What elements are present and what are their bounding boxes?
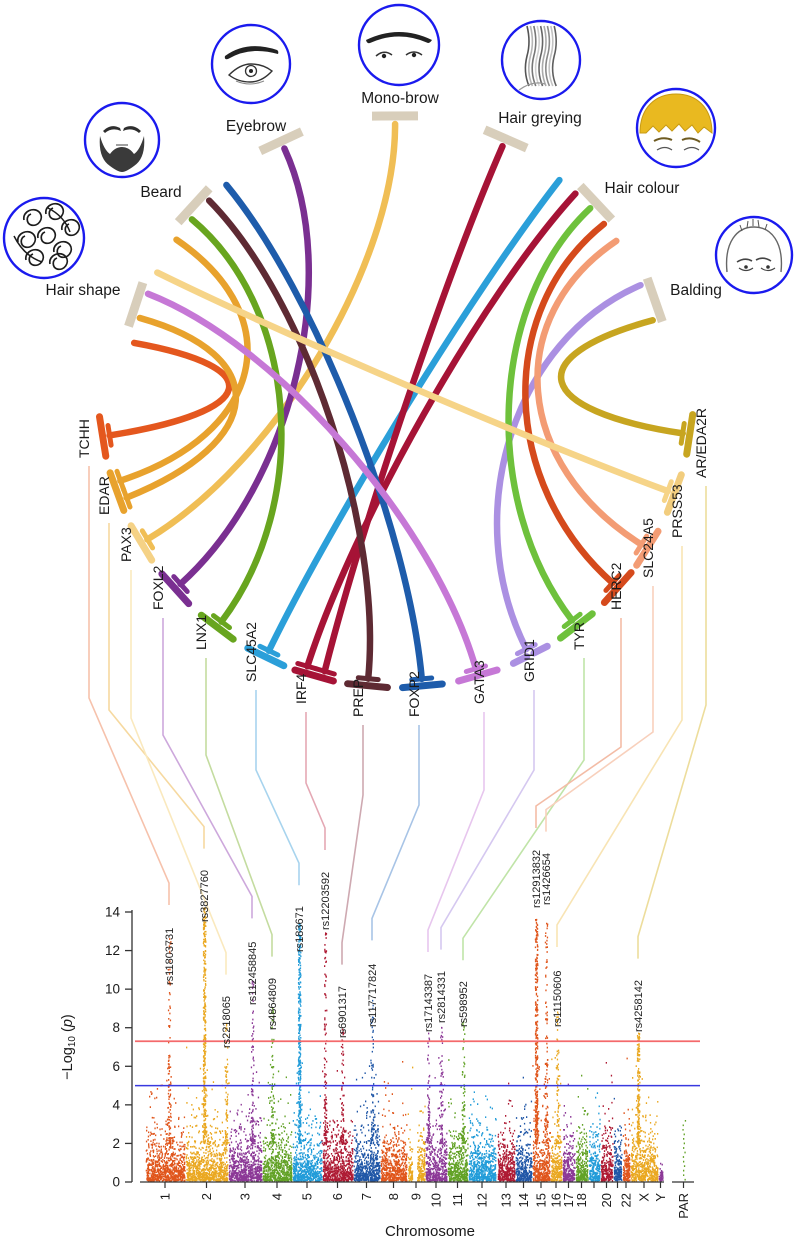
gene-label-PAX3: PAX3 [118, 527, 134, 562]
balding-right-pupil [766, 265, 770, 269]
phenotype-label-mono-brow: Mono-brow [361, 90, 439, 107]
y-tick-label-0: 0 [112, 1174, 120, 1190]
gene-label-PREP: PREP [350, 678, 366, 717]
x-tick-label-4: 4 [269, 1193, 285, 1201]
gene-label-TCHH: TCHH [76, 419, 92, 458]
manhattan-snp-labels [164, 850, 645, 1048]
snp-label-rs183671: rs183671 [294, 906, 306, 952]
snp-label-rs598952: rs598952 [458, 981, 470, 1027]
phenotype-label-eyebrow: Eyebrow [225, 118, 287, 135]
hair-greying-icon-ring [502, 21, 580, 99]
x-tick-label-17: 17 [561, 1193, 576, 1208]
x-tick-label-7: 7 [359, 1193, 374, 1201]
snp-label-rs6901317: rs6901317 [337, 986, 349, 1038]
gene-label-EDAR: EDAR [96, 476, 112, 515]
gene-label-FOXL2: FOXL2 [150, 565, 166, 610]
gene-arc-AR_EDA2R [687, 415, 693, 455]
manhattan-axes [60, 905, 694, 1241]
hub-tick-balding [647, 278, 662, 321]
x-tick-label-9: 9 [408, 1193, 424, 1201]
balding-left-pupil [744, 265, 748, 269]
phenotype-label-balding: Balding [670, 282, 722, 299]
x-tick-label-2: 2 [199, 1193, 214, 1201]
connector-SLC45A2 [256, 690, 299, 885]
y-tick-label-10: 10 [104, 981, 120, 997]
hub-tick-hair-greying [485, 130, 527, 148]
chord-balding-to-AR_EDA2R [561, 320, 683, 433]
x-tick-label-PAR: PAR [676, 1193, 691, 1219]
x-tick-label-3: 3 [237, 1193, 253, 1201]
gene-label-AR_EDA2R: AR/EDA2R [693, 407, 709, 478]
balding-icon [716, 217, 792, 293]
x-tick-label-22: 22 [618, 1193, 634, 1208]
mono-brow-icon [359, 5, 439, 85]
x-tick-label-8: 8 [386, 1193, 401, 1201]
snp-label-rs117717824: rs117717824 [367, 963, 379, 1027]
phenotype-label-hair-colour: Hair colour [604, 180, 680, 197]
connector-GRID1 [441, 690, 534, 950]
snp-label-rs2814331: rs2814331 [436, 971, 448, 1023]
y-tick-label-12: 12 [104, 943, 120, 959]
x-tick-label-11: 11 [450, 1193, 465, 1207]
snp-label-rs4864809: rs4864809 [267, 978, 279, 1030]
gene-arc-TCHH [100, 417, 106, 457]
gene-label-GATA3: GATA3 [471, 660, 487, 704]
hair-colour-icon [637, 89, 715, 167]
connector-LNX1 [206, 658, 272, 957]
connector-FOXP2 [372, 725, 419, 940]
gene-label-FOXP2: FOXP2 [406, 671, 422, 717]
gene-label-SLC45A2: SLC45A2 [243, 622, 259, 682]
phenotype-label-hair-shape: Hair shape [45, 282, 121, 299]
beard-icon [85, 103, 159, 177]
gene-label-TYR: TYR [571, 622, 587, 650]
phenotype-label-beard: Beard [140, 184, 182, 201]
x-tick-label-16: 16 [548, 1193, 564, 1208]
chord-endbar-AR_EDA2R [681, 424, 684, 444]
phenotype-icons [4, 5, 792, 293]
manhattan-plot [60, 850, 700, 1240]
y-tick-label-8: 8 [112, 1020, 120, 1036]
y-tick-label-4: 4 [112, 1097, 120, 1113]
x-tick-label-X: X [636, 1193, 652, 1202]
hair-greying-icon [502, 21, 580, 99]
snp-label-rs2218065: rs2218065 [221, 996, 233, 1048]
snp-label-rs12913832: rs12913832 [531, 849, 543, 908]
connector-PREP [342, 725, 363, 965]
mono-brow-right-pupil [412, 53, 416, 57]
x-tick-label-12: 12 [474, 1193, 490, 1208]
gene-label-SLC24A5: SLC24A5 [640, 518, 656, 578]
x-tick-label-18: 18 [574, 1193, 589, 1208]
gene-label-IRF4: IRF4 [293, 673, 309, 704]
connector-GATA3 [428, 712, 484, 952]
x-axis-title: Chromosome [384, 1223, 476, 1240]
y-tick-label-6: 6 [112, 1058, 120, 1074]
snp-label-rs4258142: rs4258142 [633, 980, 645, 1032]
chord-endbar-TCHH [108, 426, 111, 446]
x-tick-label-15: 15 [533, 1193, 549, 1208]
x-tick-label-10: 10 [428, 1193, 444, 1208]
chord-beard-to-EDAR [120, 240, 247, 481]
snp-label-rs12203592: rs12203592 [320, 871, 332, 930]
gene-label-GRID1: GRID1 [521, 639, 537, 682]
y-tick-label-2: 2 [112, 1135, 120, 1151]
snp-label-rs11150606: rs11150606 [552, 970, 564, 1027]
mono-brow-icon-ring [359, 5, 439, 85]
gene-label-LNX1: LNX1 [193, 614, 209, 650]
x-tick-label-14: 14 [516, 1193, 531, 1208]
x-tick-label-5: 5 [299, 1193, 315, 1201]
y-tick-label-14: 14 [104, 904, 120, 920]
eyebrow-pupil [249, 69, 253, 73]
x-tick-label-20: 20 [599, 1193, 614, 1208]
mono-brow-left-pupil [382, 54, 386, 58]
eyebrow-icon [212, 25, 290, 103]
snp-label-rs3827760: rs3827760 [199, 870, 211, 922]
x-tick-label-13: 13 [498, 1193, 514, 1208]
y-axis-title: −Log$_{10}$ (p) [60, 1014, 78, 1080]
snp-label-rs1426654: rs1426654 [541, 853, 553, 905]
x-tick-label-1: 1 [157, 1193, 173, 1201]
gene-label-HERC2: HERC2 [608, 562, 624, 610]
snp-label-rs17143387: rs17143387 [423, 973, 435, 1032]
connector-IRF4 [306, 712, 325, 850]
hair-shape-icon [4, 198, 84, 278]
snp-label-rs11803731: rs11803731 [164, 927, 176, 985]
chord-hair-shape-to-TCHH [110, 343, 230, 436]
phenotype-label-hair-greying: Hair greying [498, 110, 582, 127]
hair-shape-icon-ring [4, 198, 84, 278]
x-tick-label-Y: Y [653, 1193, 668, 1202]
gene-label-PRSS53: PRSS53 [669, 484, 685, 538]
snp-label-rs112458845: rs112458845 [247, 941, 259, 1005]
x-tick-label-6: 6 [330, 1193, 345, 1201]
manhattan-lines [135, 1041, 700, 1085]
